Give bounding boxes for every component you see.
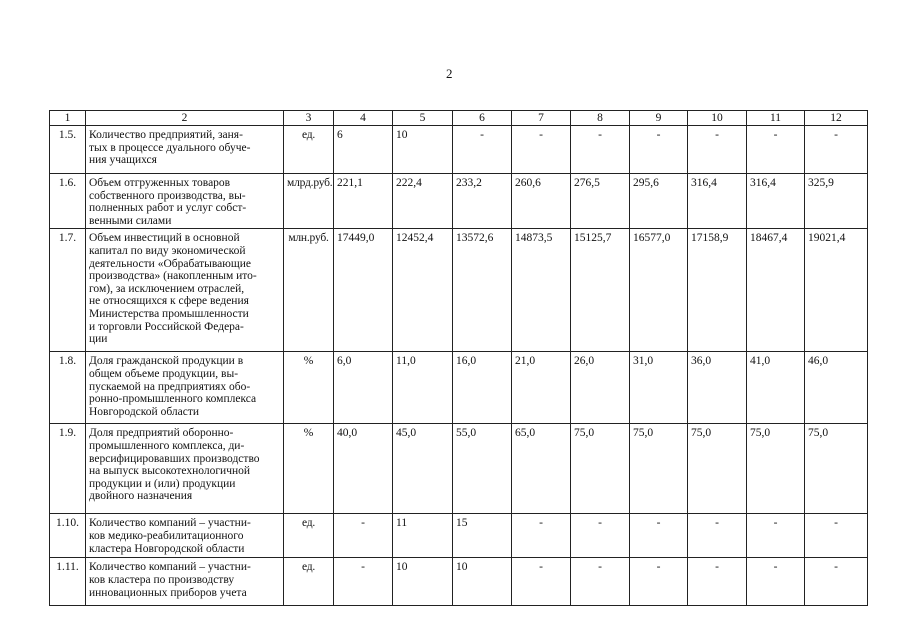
row-number: 1.8. xyxy=(50,352,86,424)
table-row xyxy=(50,558,868,606)
value-cell: 295,6 xyxy=(630,174,688,229)
column-header: 5 xyxy=(393,111,453,126)
value-cell: - xyxy=(571,126,630,174)
value-cell: - xyxy=(453,126,512,174)
unit-cell: % xyxy=(284,424,334,514)
value-cell: 36,0 xyxy=(688,352,747,424)
value-cell: 10 xyxy=(393,126,453,174)
value-cell: 6 xyxy=(334,126,393,174)
table-body xyxy=(50,126,868,606)
value-cell: 75,0 xyxy=(571,424,630,514)
indicator-name: Доля предприятий оборонно- промышленного комплекса, ди- версифицировавших производство на выпуск высокотехнологичной продукции и (или) продукции двойного назначения xyxy=(86,424,284,514)
value-cell: 316,4 xyxy=(688,174,747,229)
value-cell: - xyxy=(747,126,805,174)
value-cell: 10 xyxy=(393,558,453,606)
value-cell: - xyxy=(630,514,688,558)
value-cell: - xyxy=(805,126,868,174)
value-cell: - xyxy=(630,126,688,174)
value-cell: 45,0 xyxy=(393,424,453,514)
value-cell: 17158,9 xyxy=(688,229,747,352)
column-header: 4 xyxy=(334,111,393,126)
value-cell: 75,0 xyxy=(747,424,805,514)
row-number: 1.7. xyxy=(50,229,86,352)
value-cell: 221,1 xyxy=(334,174,393,229)
value-cell: - xyxy=(571,514,630,558)
unit-cell: ед. xyxy=(284,558,334,606)
value-cell: - xyxy=(334,514,393,558)
value-cell: 11 xyxy=(393,514,453,558)
column-header: 12 xyxy=(805,111,868,126)
value-cell: - xyxy=(512,514,571,558)
value-cell: - xyxy=(512,126,571,174)
value-cell: 19021,4 xyxy=(805,229,868,352)
value-cell: 276,5 xyxy=(571,174,630,229)
value-cell: - xyxy=(512,558,571,606)
table-row xyxy=(50,174,868,229)
value-cell: - xyxy=(688,126,747,174)
value-cell: 75,0 xyxy=(688,424,747,514)
value-cell: 14873,5 xyxy=(512,229,571,352)
column-header: 2 xyxy=(86,111,284,126)
table-row xyxy=(50,126,868,174)
column-header: 7 xyxy=(512,111,571,126)
value-cell: 222,4 xyxy=(393,174,453,229)
unit-cell: млн.руб. xyxy=(284,229,334,352)
header-row xyxy=(50,111,868,126)
unit-cell: ед. xyxy=(284,514,334,558)
indicator-name: Объем отгруженных товаров собственного производства, вы- полненных работ и услуг собст- венными силами xyxy=(86,174,284,229)
column-header: 1 xyxy=(50,111,86,126)
page-number: 2 xyxy=(446,66,453,81)
value-cell: 15125,7 xyxy=(571,229,630,352)
value-cell: 16,0 xyxy=(453,352,512,424)
indicators-table xyxy=(49,110,868,606)
row-number: 1.9. xyxy=(50,424,86,514)
column-header: 3 xyxy=(284,111,334,126)
value-cell: 21,0 xyxy=(512,352,571,424)
value-cell: 26,0 xyxy=(571,352,630,424)
row-number: 1.5. xyxy=(50,126,86,174)
value-cell: 18467,4 xyxy=(747,229,805,352)
value-cell: - xyxy=(334,558,393,606)
indicator-name: Количество компаний – участни- ков кластера по производству инновационных приборов учета xyxy=(86,558,284,606)
value-cell: 316,4 xyxy=(747,174,805,229)
value-cell: - xyxy=(747,558,805,606)
unit-cell: млрд.руб. xyxy=(284,174,334,229)
value-cell: 260,6 xyxy=(512,174,571,229)
value-cell: 40,0 xyxy=(334,424,393,514)
value-cell: 10 xyxy=(453,558,512,606)
row-number: 1.6. xyxy=(50,174,86,229)
column-header: 11 xyxy=(747,111,805,126)
value-cell: 46,0 xyxy=(805,352,868,424)
indicator-name: Доля гражданской продукции в общем объеме продукции, вы- пускаемой на предприятиях обо- ронно-промышленного комплекса Новгородской области xyxy=(86,352,284,424)
value-cell: 13572,6 xyxy=(453,229,512,352)
value-cell: 325,9 xyxy=(805,174,868,229)
table-row xyxy=(50,352,868,424)
value-cell: - xyxy=(805,558,868,606)
value-cell: 11,0 xyxy=(393,352,453,424)
row-number: 1.11. xyxy=(50,558,86,606)
value-cell: - xyxy=(571,558,630,606)
value-cell: - xyxy=(630,558,688,606)
value-cell: 6,0 xyxy=(334,352,393,424)
column-header: 9 xyxy=(630,111,688,126)
value-cell: 12452,4 xyxy=(393,229,453,352)
column-header: 6 xyxy=(453,111,512,126)
column-header: 10 xyxy=(688,111,747,126)
value-cell: 75,0 xyxy=(805,424,868,514)
value-cell: 75,0 xyxy=(630,424,688,514)
value-cell: 65,0 xyxy=(512,424,571,514)
value-cell: - xyxy=(805,514,868,558)
value-cell: - xyxy=(688,514,747,558)
column-header: 8 xyxy=(571,111,630,126)
value-cell: - xyxy=(688,558,747,606)
value-cell: 233,2 xyxy=(453,174,512,229)
indicator-name: Количество предприятий, заня- тых в процессе дуального обуче- ния учащихся xyxy=(86,126,284,174)
value-cell: 41,0 xyxy=(747,352,805,424)
value-cell: 15 xyxy=(453,514,512,558)
indicator-name: Объем инвестиций в основной капитал по виду экономической деятельности «Обрабатывающие производства» (накопленным ито- гом), за исключением отраслей, не относящихся к сфере ведения Министерства промышленности и торговли Российской Федера- ции xyxy=(86,229,284,352)
value-cell: 16577,0 xyxy=(630,229,688,352)
value-cell: 31,0 xyxy=(630,352,688,424)
value-cell: 55,0 xyxy=(453,424,512,514)
table-row xyxy=(50,424,868,514)
value-cell: 17449,0 xyxy=(334,229,393,352)
indicator-name: Количество компаний – участни- ков медико-реабилитационного кластера Новгородской области xyxy=(86,514,284,558)
table-row xyxy=(50,514,868,558)
table-row xyxy=(50,229,868,352)
row-number: 1.10. xyxy=(50,514,86,558)
unit-cell: ед. xyxy=(284,126,334,174)
value-cell: - xyxy=(747,514,805,558)
unit-cell: % xyxy=(284,352,334,424)
